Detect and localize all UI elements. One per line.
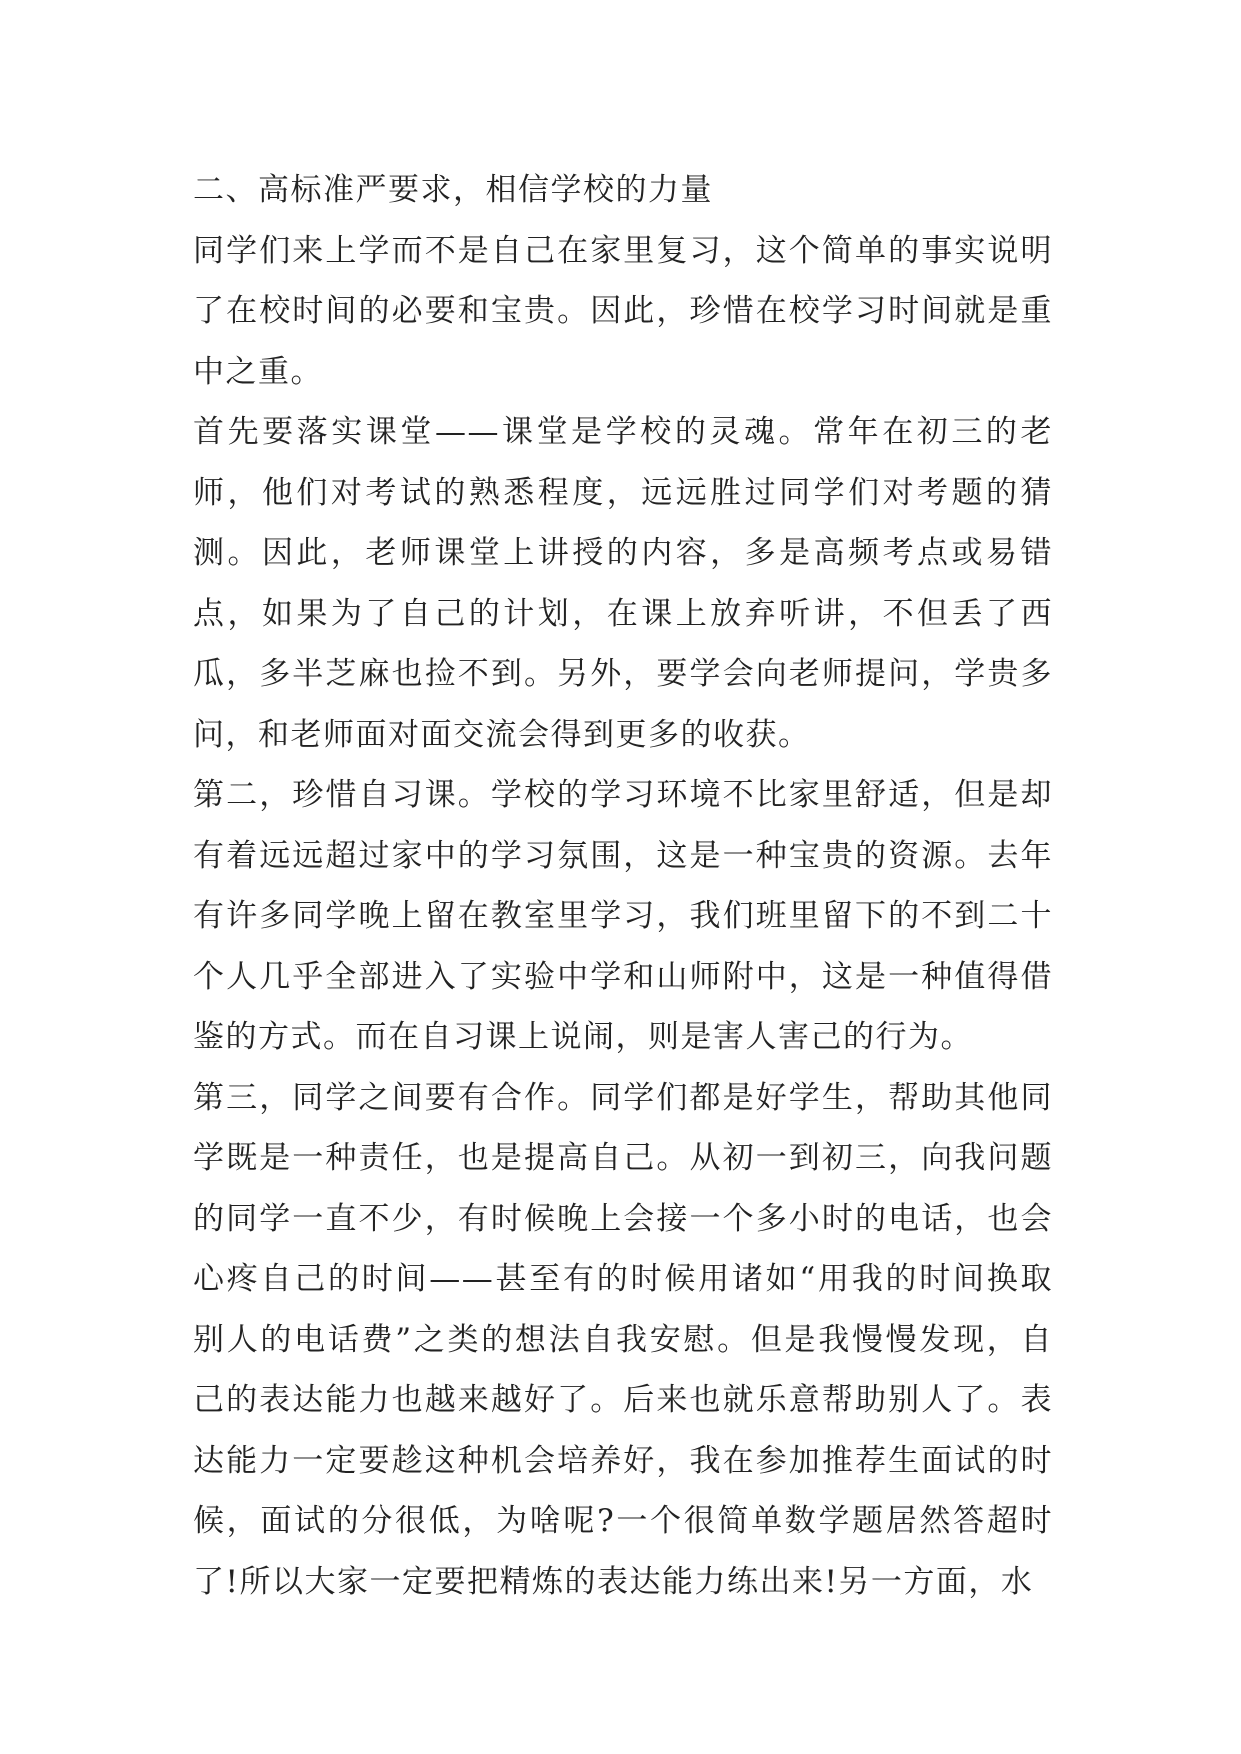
section-heading: 二、高标准严要求，相信学校的力量	[193, 172, 713, 208]
paragraph-self-study: 第二，珍惜自习课。学校的学习环境不比家里舒适，但是却有着远远超过家中的学习氛围，这是一种宝贵的资源。去年有许多同学晚上留在教室里学习，我们班里留下的不到二十个人几乎全部进入了实验中学和山师附中，这是一种值得借鉴的方式。而在自习课上说闹，则是害人害己的行为。	[193, 777, 1053, 1055]
paragraph-classroom: 首先要落实课堂——课堂是学校的灵魂。常年在初三的老师，他们对考试的熟悉程度，远远胜过同学们对考题的猜测。因此，老师课堂上讲授的内容，多是高频考点或易错点，如果为了自己的计划，在课上放弃听讲，不但丢了西瓜，多半芝麻也捡不到。另外，要学会向老师提问，学贵多问，和老师面对面交流会得到更多的收获。	[193, 414, 1053, 753]
document-body	[193, 160, 1053, 1612]
paragraph-school-time: 同学们来上学而不是自己在家里复习，这个简单的事实说明了在校时间的必要和宝贵。因此，珍惜在校学习时间就是重中之重。	[193, 232, 1053, 390]
paragraph-cooperation: 第三，同学之间要有合作。同学们都是好学生，帮助其他同学既是一种责任，也是提高自己。从初一到初三，向我问题的同学一直不少，有时候晚上会接一个多小时的电话，也会心疼自己的时间——甚至有的时候用诸如“用我的时间换取别人的电话费”之类的想法自我安慰。但是我慢慢发现，自己的表达能力也越来越好了。后来也就乐意帮助别人了。表达能力一定要趁这种机会培养好，我在参加推荐生面试的时候，面试的分很低，为啥呢?一个很简单数学题居然答超时了!所以大家一定要把精炼的表达能力练出来!另一方面，水	[193, 1079, 1053, 1600]
